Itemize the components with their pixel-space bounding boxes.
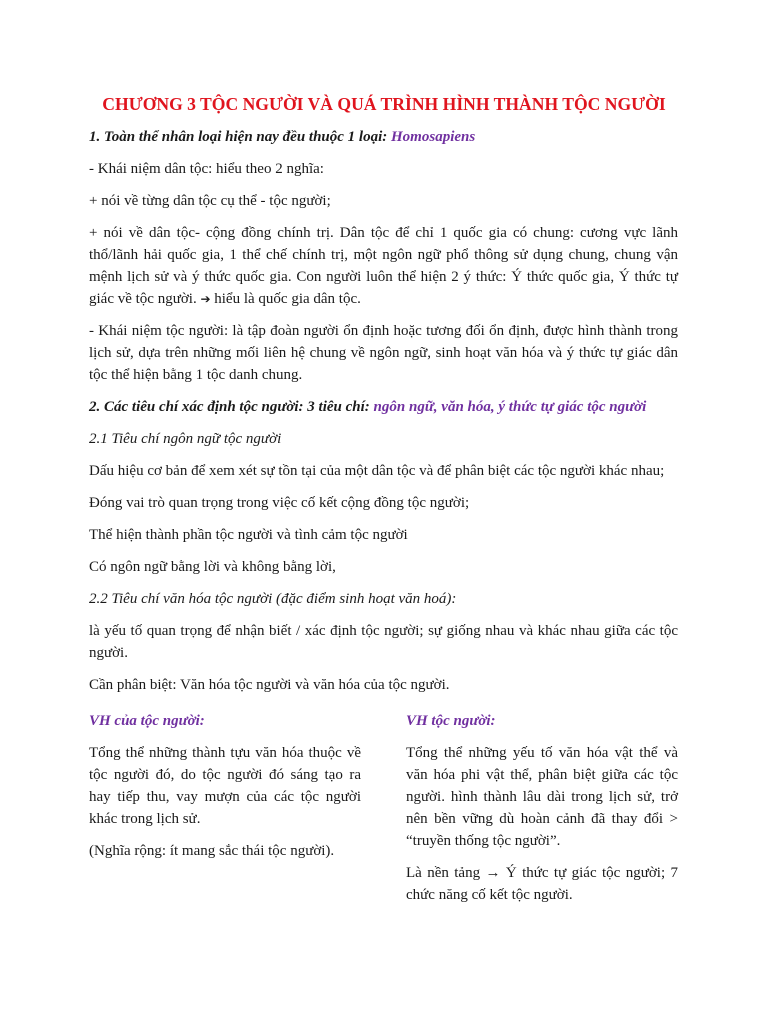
left-column-paragraph-2: (Nghĩa rộng: ít mang sắc thái tộc người). [89, 843, 335, 859]
right-column [406, 710, 678, 916]
section1-heading [89, 126, 678, 148]
subsection-2-1-paragraph-3: Thể hiện thành phần tộc người và tình cảm tộc người [89, 527, 408, 543]
right-column-paragraph-2: Là nền tảng → Ý thức tự giác tộc người; 7 chức năng cố kết tộc người. [406, 865, 678, 903]
subsection-2-2-paragraph-2: Cần phân biệt: Văn hóa tộc người và văn hóa của tộc người. [89, 677, 450, 693]
subsection-2-2-title: 2.2 Tiêu chí văn hóa tộc người (đặc điểm sinh hoạt văn hoá): [89, 591, 457, 607]
subsection-2-1-paragraph-2: Đóng vai trò quan trọng trong việc cố kết cộng đồng tộc người; [89, 495, 470, 511]
section2-heading [89, 396, 678, 418]
chapter-title: CHƯƠNG 3 TỘC NGƯỜI VÀ QUÁ TRÌNH HÌNH THÀNH TỘC NGƯỜI [102, 94, 666, 114]
section1-paragraph-2: + nói về từng dân tộc cụ thể - tộc người; [89, 193, 331, 209]
left-column-heading: VH của tộc người: [89, 713, 205, 729]
subsection-2-1-title: 2.1 Tiêu chí ngôn ngữ tộc người [89, 431, 282, 447]
section1-heading-text: 1. Toàn thể nhân loại hiện nay đều thuộc 1 loại: [89, 129, 392, 145]
right-column-heading: VH tộc người: [406, 713, 496, 729]
subsection-2-1-paragraph-4: Có ngôn ngữ bằng lời và không bằng lời, [89, 559, 336, 575]
section2-heading-text: 2. Các tiêu chí xác định tộc người: 3 tiêu chí: [89, 399, 374, 415]
document-body [89, 126, 678, 916]
subsection-2-2-paragraph-1: là yếu tố quan trọng để nhận biết / xác định tộc người; sự giống nhau và khác nhau giữa các tộc người. [89, 623, 678, 661]
left-column [89, 710, 361, 916]
section2-heading-highlight: ngôn ngữ, văn hóa, ý thức tự giác tộc người [373, 399, 647, 415]
section1-paragraph-1: - Khái niệm dân tộc: hiểu theo 2 nghĩa: [89, 161, 324, 177]
section1-paragraph-4: - Khái niệm tộc người: là tập đoàn người ổn định hoặc tương đối ổn định, được hình thành trong lịch sử, dựa trên những mối liên hệ chung về ngôn ngữ, sinh hoạt văn hóa và ý thức tự giác dân tộc thể hiện bằng 1 tộc danh chung. [89, 323, 678, 383]
subsection-2-1-paragraph-1: Dấu hiệu cơ bản để xem xét sự tồn tại của một dân tộc và để phân biệt các tộc người khác nhau; [89, 463, 665, 479]
left-column-paragraph-1: Tổng thể những thành tựu văn hóa thuộc về tộc người đó, do tộc người đó sáng tạo ra hay tiếp thu, vay mượn của các tộc người khác trong lịch sử. [89, 745, 361, 827]
section1-heading-highlight: Homosapiens [391, 129, 476, 145]
section1-paragraph-3-text: + nói về dân tộc- cộng đồng chính trị. Dân tộc để chỉ 1 quốc gia có chung: cương vực lãnh thổ/lãnh hải quốc gia, 1 thể chế chính trị, một ngôn ngữ phổ thông sử dụng chung, chung vận mệnh lịch sử và ý thức quốc gia. Con người luôn thể hiện 2 ý thức: Ý thức quốc gia, Ý thức tự giác về tộc người. [89, 225, 678, 307]
comparison-columns [89, 710, 678, 916]
right-arrow-icon: ➔ [200, 292, 211, 306]
right-column-paragraph-1: Tổng thể những yếu tố văn hóa vật thể và văn hóa phi vật thể, phân biệt giữa các tộc người. hình thành lâu dài trong lịch sử, trở nên bền vững dù hoàn cảnh đã thay đổi > “truyền thống tộc người”. [406, 745, 678, 849]
section1-paragraph-3 [89, 222, 678, 310]
section1-paragraph-3-end: hiểu là quốc gia dân tộc. [210, 291, 361, 307]
